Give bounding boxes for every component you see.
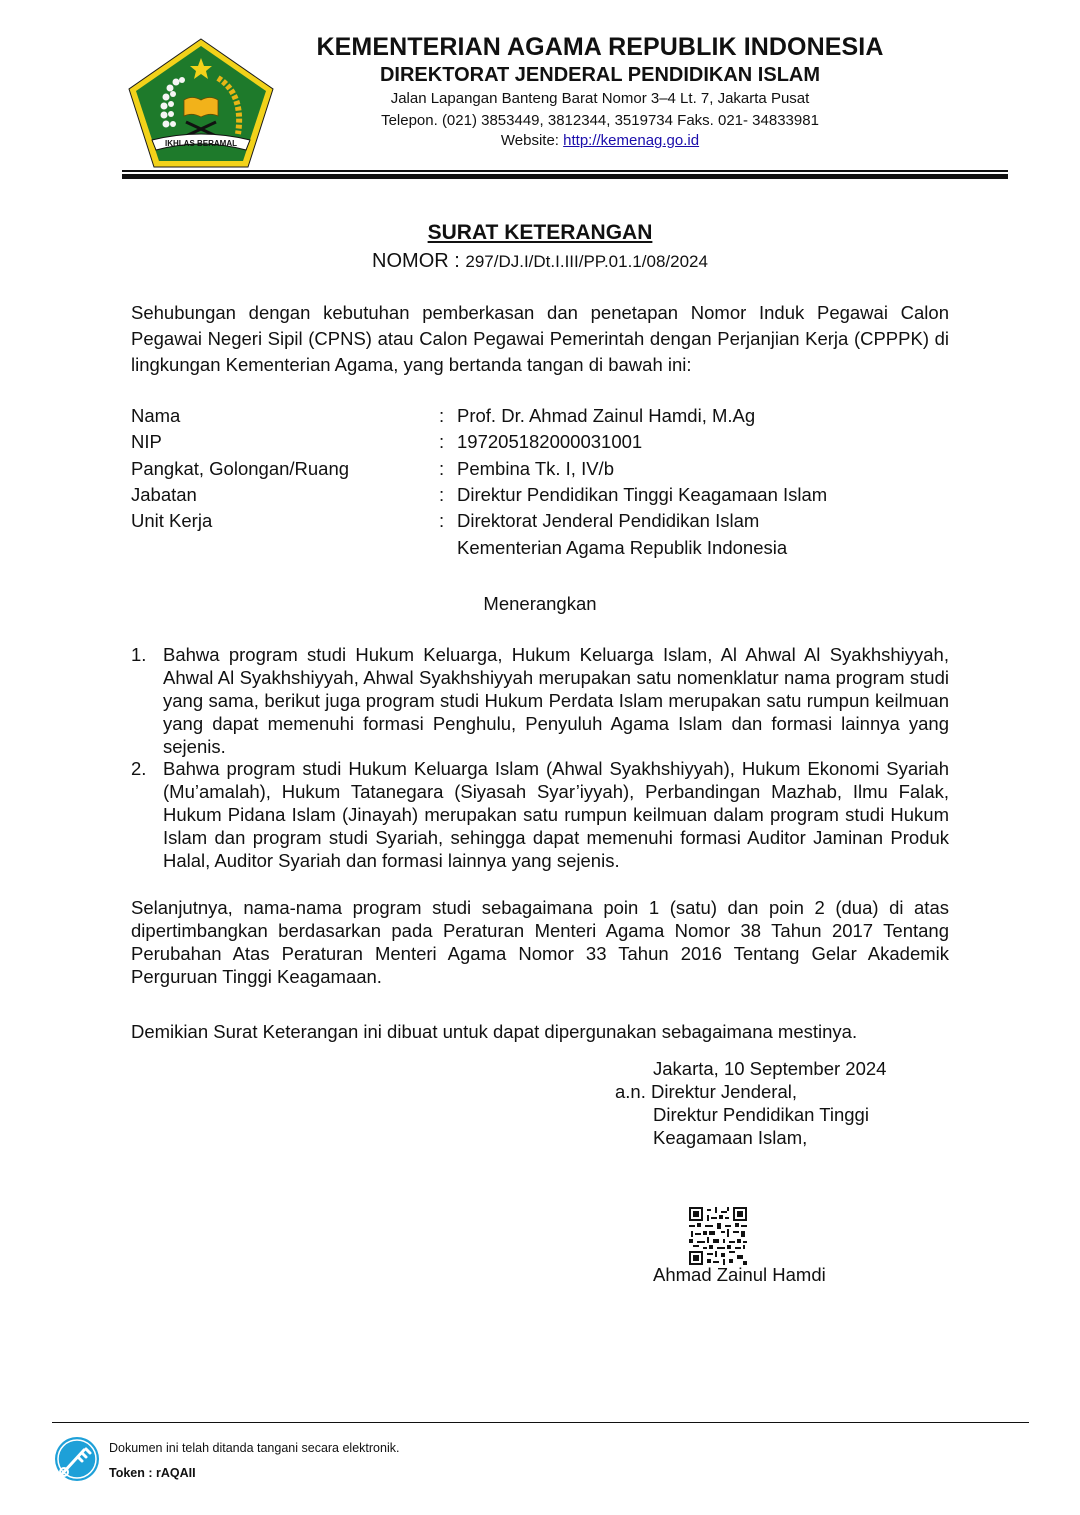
intro-paragraph: Sehubungan dengan kebutuhan pemberkasan dan penetapan Nomor Induk Pegawai Calon Pegawai Negeri Sipil (CPNS) atau Calon Pegawai Pemerintah dengan Perjanjian Kerja (CPPPK) di lingkungan Kementerian Agama, yang bertanda tangan di bawah ini: <box>131 302 949 375</box>
identity-label: Jabatan <box>131 484 197 505</box>
identity-row <box>131 431 931 457</box>
signature-on-behalf: a.n. Direktur Jenderal, <box>615 1081 798 1102</box>
ministry-name: KEMENTERIAN AGAMA REPUBLIK INDONESIA <box>316 33 884 61</box>
identity-row <box>131 510 931 536</box>
website-link[interactable]: http://kemenag.go.id <box>563 132 700 149</box>
identity-row <box>131 405 931 431</box>
address: Jalan Lapangan Banteng Barat Nomor 3–4 Lt. 7, Jakarta Pusat <box>390 90 810 107</box>
identity-row <box>131 458 931 484</box>
identity-colon: : <box>439 431 445 452</box>
identity-label: Nama <box>131 405 181 426</box>
footer-divider <box>52 1422 1029 1423</box>
website-line <box>290 132 910 149</box>
signature-position-line2: Keagamaan Islam, <box>653 1127 808 1148</box>
website-label: Website: <box>500 132 559 149</box>
identity-value: Kementerian Agama Republik Indonesia <box>457 537 788 558</box>
identity-value: Direktorat Jenderal Pendidikan Islam <box>457 510 760 531</box>
list-text: Bahwa program studi Hukum Keluarga Islam (Ahwal Syakhshiyyah), Hukum Ekonomi Syariah (Mu’amalah), Hukum Tatanegara (Siyasah Syar’iyyah), Perbandingan Mazhab, Ilmu Falak, Hukum Pidana Islam (Jinayah) merupakan satu rumpun keilmuan dalam program studi Hukum Islam dan program studi Syariah, sehingga dapat memenuhi formasi Auditor Jaminan Produk Halal, Auditor Syariah dan formasi lainnya yang sejenis. <box>163 758 949 871</box>
document-number <box>0 250 1080 273</box>
signature-place-date: Jakarta, 10 September 2024 <box>653 1058 887 1079</box>
identity-label: Unit Kerja <box>131 510 213 531</box>
letterhead-divider-thick <box>122 174 1008 179</box>
list-text: Bahwa program studi Hukum Keluarga, Hukum Keluarga Islam, Al Ahwal Al Syakhshiyyah, Ahwal Al Syakhshiyyah, Ahwal Syakhshiyyah merupakan satu nomenklatur nama program studi yang sama, berikut juga program studi Hukum Perdata Islam merupakan satu rumpun keilmuan yang dapat memenuhi formasi Penghulu, Penyuluh Agama Islam dan formasi lainnya yang sejenis. <box>163 644 949 757</box>
identity-label: Pangkat, Golongan/Ruang <box>131 458 350 479</box>
e-signature-icon <box>54 1436 100 1482</box>
document-title: SURAT KETERANGAN <box>427 221 653 244</box>
list-item <box>131 757 949 872</box>
qr-code-icon <box>689 1207 747 1265</box>
motto-text: IKHLAS BERAMAL <box>165 139 237 148</box>
identity-colon: : <box>439 484 445 505</box>
kemenag-logo <box>126 36 276 170</box>
identity-label: NIP <box>131 431 162 452</box>
identity-value: 197205182000031001 <box>457 431 643 452</box>
signature-position-line1: Direktur Pendidikan Tinggi <box>653 1104 869 1125</box>
demikian-paragraph: Demikian Surat Keterangan ini dibuat untuk dapat dipergunakan sebagaimana mestinya. <box>131 1021 858 1042</box>
esign-note: Dokumen ini telah ditanda tangani secara elektronik. <box>109 1441 400 1455</box>
number-label: NOMOR : <box>372 250 460 272</box>
identity-row <box>131 484 931 510</box>
identity-value: Pembina Tk. I, IV/b <box>457 458 614 479</box>
closing-paragraph: Selanjutnya, nama-nama program studi sebagaimana poin 1 (satu) dan poin 2 (dua) di atas dipertimbangkan berdasarkan pada Peraturan Menteri Agama Nomor 38 Tahun 2017 Tentang Perubahan Atas Peraturan Menteri Agama Nomor 33 Tahun 2016 Tentang Gelar Akademik Perguruan Tinggi Keagamaan. <box>131 897 949 987</box>
list-item <box>131 643 949 758</box>
identity-value: Direktur Pendidikan Tinggi Keagamaan Islam <box>457 484 828 505</box>
number-value: 297/DJ.I/Dt.I.III/PP.01.1/08/2024 <box>465 252 708 271</box>
list-number: 2. <box>131 758 147 779</box>
quran-book-icon <box>184 98 218 118</box>
directorate-name: DIREKTORAT JENDERAL PENDIDIKAN ISLAM <box>379 64 821 86</box>
letterhead-divider-thin <box>122 170 1008 172</box>
identity-row <box>131 537 931 563</box>
identity-colon: : <box>439 510 445 531</box>
list-number: 1. <box>131 644 147 665</box>
esign-token: Token : rAQAII <box>109 1466 196 1480</box>
signer-name: Ahmad Zainul Hamdi <box>653 1264 826 1285</box>
menerangkan-heading: Menerangkan <box>483 593 597 614</box>
identity-value: Prof. Dr. Ahmad Zainul Hamdi, M.Ag <box>457 405 756 426</box>
identity-colon: : <box>439 405 445 426</box>
identity-colon: : <box>439 458 445 479</box>
phone-fax: Telepon. (021) 3853449, 3812344, 3519734 Faks. 021- 34833981 <box>381 112 819 129</box>
